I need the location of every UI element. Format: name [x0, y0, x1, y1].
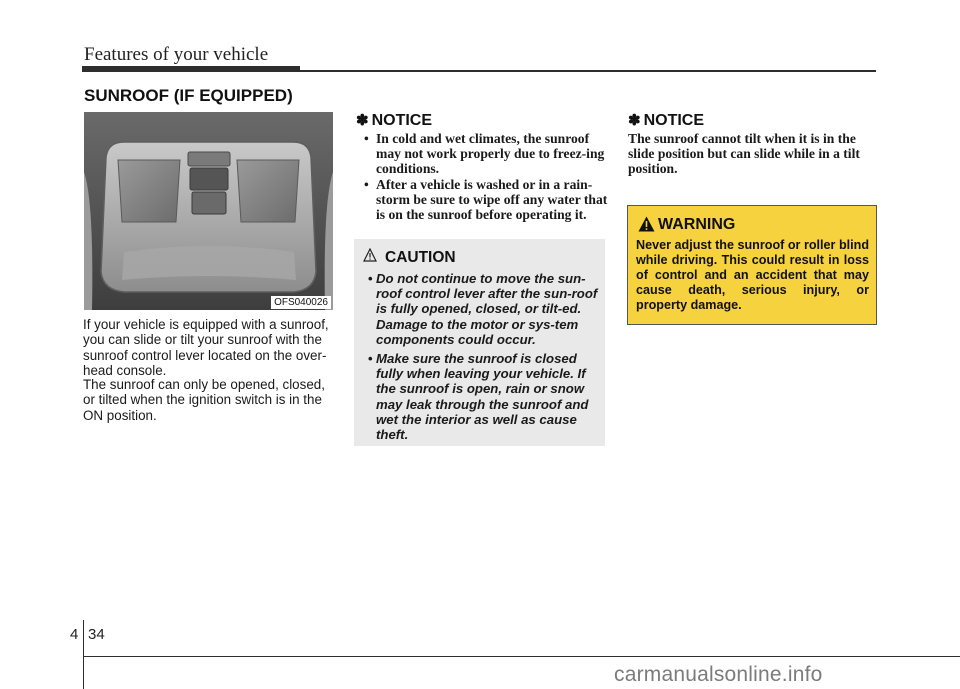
- caution-box: [354, 239, 605, 446]
- notice-1-heading: [356, 111, 432, 130]
- photo-code: OFS040026: [271, 296, 331, 309]
- caution-item: • Make sure the sunroof is closed fully when leaving your vehicle. If the sunroof is open, rain or snow may leak through the sunroof and wet the interior as well as cause theft.: [364, 351, 604, 442]
- notice-1-item: • After a vehicle is washed or in a rain-storm be sure to wipe off any water that is on the sunroof before operating it.: [356, 177, 608, 223]
- notice-star-icon: ✽: [628, 112, 641, 129]
- console-illustration: [84, 112, 333, 310]
- watermark: carmanualsonline.info: [614, 663, 823, 686]
- header-rule: [300, 70, 876, 72]
- notice-1-item: • In cold and wet climates, the sunroof may not work properly due to freez-ing conditions.: [356, 131, 608, 177]
- notice-star-icon: ✽: [356, 112, 369, 129]
- notice-2-heading: [628, 111, 704, 130]
- caution-item: • Do not continue to move the sun-roof control lever after the sun-roof is fully opened, closed, or tilt-ed. Damage to the motor or sys-tem components could occur.: [364, 271, 604, 347]
- footer-horizontal-rule: [83, 656, 960, 657]
- caution-list: [364, 271, 604, 446]
- notice-1-list: [356, 131, 608, 222]
- caution-triangle-icon: [363, 248, 377, 262]
- notice-1-heading-text: NOTICE: [371, 112, 433, 129]
- caution-heading: CAUTION: [385, 249, 456, 266]
- header-bar: [82, 66, 300, 72]
- section-title: SUNROOF (IF EQUIPPED): [84, 86, 293, 105]
- warning-heading: WARNING: [658, 216, 736, 233]
- notice-2-heading-text: NOTICE: [643, 112, 705, 129]
- intro-paragraph-2: The sunroof can only be opened, closed, or tilted when the ignition switch is in the ON position.: [83, 377, 325, 423]
- notice-2-text: The sunroof cannot tilt when it is in the slide position but can slide while in a tilt position.: [628, 131, 860, 177]
- header-title: Features of your vehicle: [84, 44, 269, 65]
- warning-box: [627, 205, 877, 325]
- overhead-console-photo: [84, 112, 333, 310]
- footer-vertical-rule: [83, 620, 84, 689]
- warning-text: Never adjust the sunroof or roller blind while driving. This could result in loss of control and an accident that may cause death, serious injury, or property damage.: [636, 238, 870, 312]
- chapter-number: 4: [70, 626, 79, 643]
- intro-paragraph-1: If your vehicle is equipped with a sunroof, you can slide or tilt your sunroof with the sunroof control lever located on the over-head console.: [83, 317, 329, 379]
- warning-triangle-icon: [638, 216, 655, 232]
- page-number: 34: [88, 626, 105, 643]
